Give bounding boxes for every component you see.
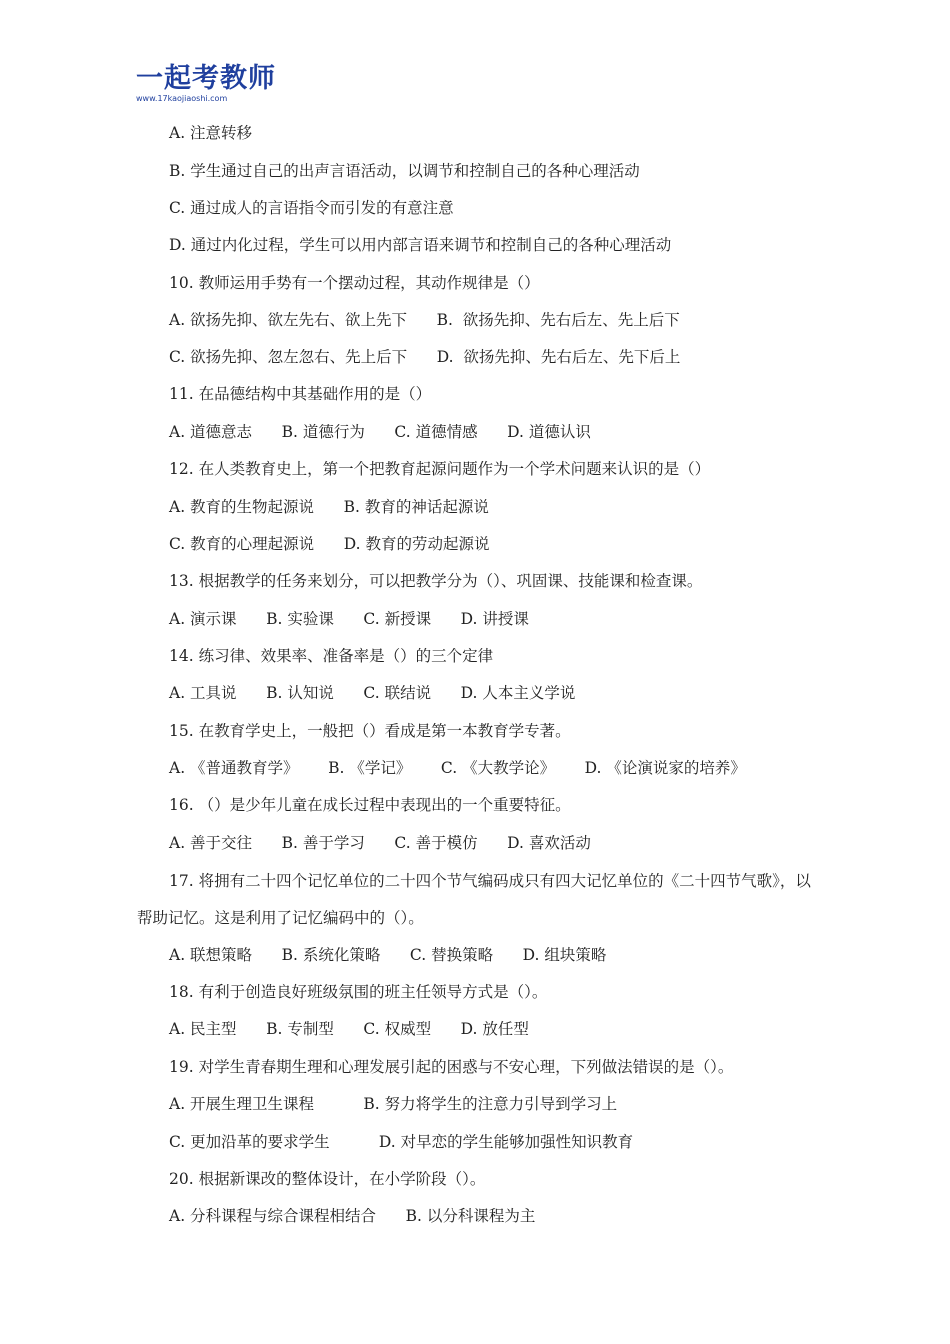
option-line: C. 通过成人的言语指令而引发的有意注意 — [169, 199, 454, 217]
option-line: A. 欲扬先抑、欲左先右、欲上先下 B. 欲扬先抑、先右后左、先上后下 — [169, 311, 680, 329]
option-line: A. 工具说 B. 认知说 C. 联结说 D. 人本主义学说 — [169, 684, 576, 702]
option-line: D. 通过内化过程，学生可以用内部言语来调节和控制自己的各种心理活动 — [169, 236, 672, 254]
option-line: A. 《普通教育学》 B. 《学记》 C. 《大教学论》 D. 《论演说家的培养》 — [169, 759, 746, 777]
option-line: C. 更加沿革的要求学生 D. 对早恋的学生能够加强性知识教育 — [169, 1133, 634, 1151]
question-line: 15. 在教育学史上，一般把（）看成是第一本教育学专著。 — [169, 722, 571, 740]
question-line: 10. 教师运用手势有一个摆动过程，其动作规律是（） — [169, 274, 540, 292]
option-line: A. 注意转移 — [169, 124, 253, 142]
option-line: A. 教育的生物起源说 B. 教育的神话起源说 — [169, 498, 489, 516]
question-line: 11. 在品德结构中其基础作用的是（） — [169, 385, 432, 403]
option-line: A. 演示课 B. 实验课 C. 新授课 D. 讲授课 — [169, 610, 529, 628]
question-line: 17. 将拥有二十四个记忆单位的二十四个节气编码成只有四大记忆单位的《二十四节气歌》，以帮助记忆。这是利用了记忆编码中的（）。 — [137, 872, 811, 927]
option-line: A. 道德意志 B. 道德行为 C. 道德情感 D. 道德认识 — [169, 423, 591, 441]
option-line: B. 学生通过自己的出声言语活动，以调节和控制自己的各种心理活动 — [169, 162, 640, 180]
logo-text: 一起考教师 — [136, 63, 276, 94]
question-line: 12. 在人类教育史上，第一个把教育起源问题作为一个学术问题来认识的是（） — [169, 460, 711, 478]
option-line: A. 民主型 B. 专制型 C. 权威型 D. 放任型 — [169, 1020, 529, 1038]
question-line: 20. 根据新课改的整体设计，在小学阶段（）。 — [169, 1170, 486, 1188]
option-line: A. 开展生理卫生课程 B. 努力将学生的注意力引导到学习上 — [169, 1095, 618, 1113]
question-line: 14. 练习律、效果率、准备率是（）的三个定律 — [169, 647, 494, 665]
option-line: A. 联想策略 B. 系统化策略 C. 替换策略 D. 组块策略 — [169, 946, 607, 964]
logo-url: www.17kaojiaoshi.com — [136, 94, 228, 103]
option-line: C. 欲扬先抑、忽左忽右、先上后下 D. 欲扬先抑、先右后左、先下后上 — [169, 348, 681, 366]
question-line: 19. 对学生青春期生理和心理发展引起的困惑与不安心理，下列做法错误的是（）。 — [169, 1058, 734, 1076]
question-line: 16. （）是少年儿童在成长过程中表现出的一个重要特征。 — [169, 796, 571, 814]
question-line: 13. 根据教学的任务来划分，可以把教学分为（）、巩固课、技能课和检查课。 — [169, 572, 703, 590]
option-line: C. 教育的心理起源说 D. 教育的劳动起源说 — [169, 535, 490, 553]
option-line: A. 分科课程与综合课程相结合 B. 以分科课程为主 — [169, 1207, 536, 1225]
option-line: A. 善于交往 B. 善于学习 C. 善于模仿 D. 喜欢活动 — [169, 834, 591, 852]
question-line: 18. 有利于创造良好班级氛围的班主任领导方式是（）。 — [169, 983, 548, 1001]
site-logo — [136, 63, 276, 106]
